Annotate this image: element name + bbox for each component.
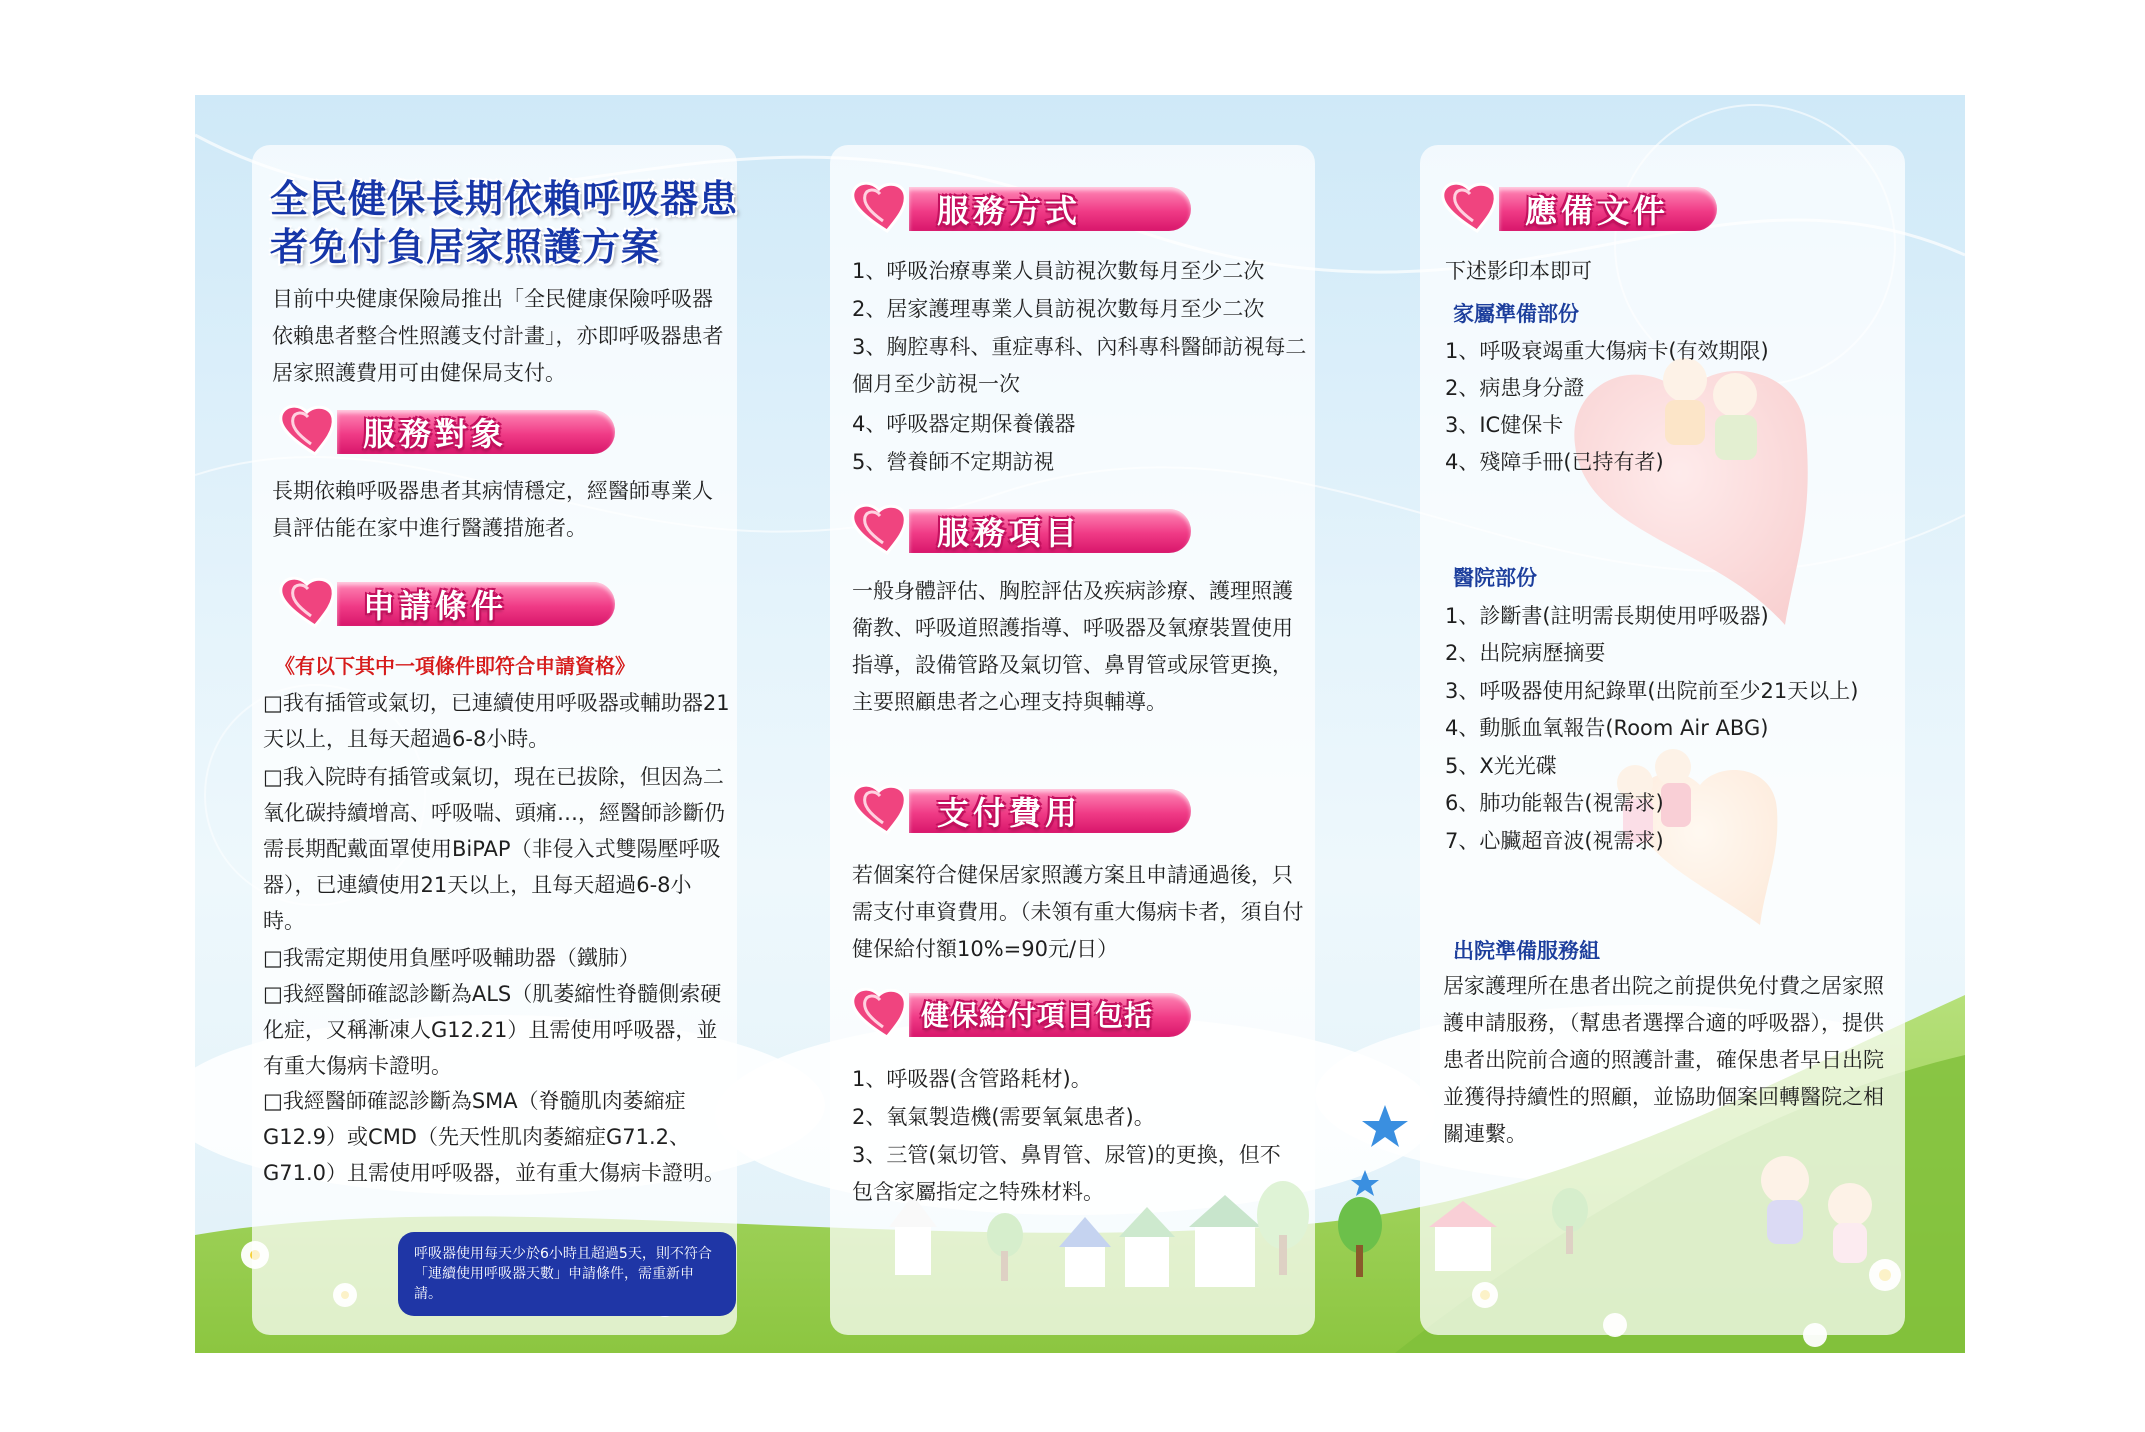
heart-icon — [847, 983, 927, 1043]
discharge-section-title: 出院準備服務組 — [1453, 939, 1600, 963]
banner-conditions — [275, 572, 615, 630]
banner-covered — [847, 983, 1187, 1041]
heart-icon — [847, 177, 927, 237]
heading-documents: 應備文件 — [1525, 192, 1670, 230]
hospital-item-6: 6、肺功能報告(視需求) — [1445, 791, 1664, 815]
intro-text: 目前中央健康保險局推出「全民健康保險呼吸器依賴患者整合性照護支付計畫」，亦即呼吸器患者居家照護費用可由健保局支付。 — [272, 287, 724, 385]
condition-item-3: □我需定期使用負壓呼吸輔助器（鐵肺） — [263, 946, 640, 970]
family-item-4: 4、殘障手冊(已持有者) — [1445, 450, 1664, 474]
condition-item-1: □我有插管或氣切，已連續使用呼吸器或輔助器21天以上，且每天超過6-8小時。 — [263, 691, 730, 751]
hospital-item-4: 4、動脈血氧報告(Room Air ABG) — [1445, 716, 1769, 740]
heading-method: 服務方式 — [937, 192, 1082, 230]
heading-covered: 健保給付項目包括 — [921, 999, 1154, 1032]
banner-target — [275, 400, 615, 458]
family-item-2: 2、病患身分證 — [1445, 376, 1585, 400]
condition-item-5: □我經醫師確認診斷為SMA（脊髓肌肉萎縮症G12.9）或CMD（先天性肌肉萎縮症G71.2、G71.0）且需使用呼吸器，並有重大傷病卡證明。 — [263, 1089, 726, 1185]
condition-item-2: □我入院時有插管或氣切，現在已拔除，但因為二氧化碳持續增高、呼吸喘、頭痛…，經醫師診斷仍需長期配戴面罩使用BiPAP（非侵入式雙陽壓呼吸器），已連續使用21天以上，且每天超過6-8小時。 — [263, 765, 725, 933]
covered-item-3: 3、三管(氣切管、鼻胃管、尿管)的更換，但不包含家屬指定之特殊材料。 — [852, 1143, 1281, 1204]
page-title: 全民健保長期依賴呼吸器患者免付負居家照護方案 — [270, 177, 739, 269]
documents-lead: 下述影印本即可 — [1445, 259, 1592, 283]
heart-icon — [275, 572, 355, 632]
condition-item-4: □我經醫師確認診斷為ALS（肌萎縮性脊髓側索硬化症，又稱漸凍人G12.21）且需使用呼吸器，並有重大傷病卡證明。 — [263, 982, 722, 1078]
hospital-section-title: 醫院部份 — [1453, 566, 1537, 590]
brochure-sheet — [195, 95, 1965, 1353]
covered-item-1: 1、呼吸器(含管路耗材)。 — [852, 1067, 1092, 1091]
services-body: 一般身體評估、胸腔評估及疾病診療、護理照護衛教、呼吸道照護指導、呼吸器及氧療裝置使用指導，設備管路及氣切管、鼻胃管或尿管更換，主要照顧患者之心理支持與輔導。 — [852, 579, 1293, 714]
hospital-item-2: 2、出院病歷摘要 — [1445, 641, 1606, 665]
heading-services: 服務項目 — [937, 514, 1082, 552]
heading-target: 服務對象 — [363, 415, 508, 453]
usage-note: 呼吸器使用每天少於6小時且超過5天，則不符合「連續使用呼吸器天數」申請條件，需重新申請。 — [398, 1232, 736, 1316]
fees-body: 若個案符合健保居家照護方案且申請通過後，只需支付車資費用。（未領有重大傷病卡者，須自付健保給付額10%=90元/日） — [852, 863, 1304, 961]
banner-services — [847, 499, 1187, 557]
method-item-1: 1、呼吸治療專業人員訪視次數每月至少二次 — [852, 259, 1265, 283]
heading-conditions: 申請條件 — [363, 587, 508, 625]
hospital-item-1: 1、診斷書(註明需長期使用呼吸器) — [1445, 604, 1769, 628]
heart-icon — [1437, 177, 1517, 237]
heading-fees: 支付費用 — [937, 794, 1082, 832]
banner-method — [847, 177, 1187, 235]
banner-documents — [1437, 177, 1777, 235]
method-item-4: 4、呼吸器定期保養儀器 — [852, 412, 1076, 436]
family-item-1: 1、呼吸衰竭重大傷病卡(有效期限) — [1445, 339, 1769, 363]
family-section-title: 家屬準備部份 — [1453, 302, 1579, 326]
family-item-3: 3、IC健保卡 — [1445, 413, 1564, 437]
heart-icon — [847, 779, 927, 839]
method-item-2: 2、居家護理專業人員訪視次數每月至少二次 — [852, 297, 1265, 321]
method-item-3: 3、胸腔專科、重症專科、內科專科醫師訪視每二個月至少訪視一次 — [852, 335, 1307, 396]
heart-icon — [275, 400, 355, 460]
covered-item-2: 2、氧氣製造機(需要氧氣患者)。 — [852, 1105, 1155, 1129]
method-item-5: 5、營養師不定期訪視 — [852, 450, 1055, 474]
hospital-item-7: 7、心臟超音波(視需求) — [1445, 829, 1664, 853]
banner-fees — [847, 779, 1187, 837]
heart-icon — [847, 499, 927, 559]
conditions-notice: 《有以下其中一項條件即符合申請資格》 — [275, 654, 635, 678]
hospital-item-5: 5、X光光碟 — [1445, 754, 1557, 778]
target-body: 長期依賴呼吸器患者其病情穩定，經醫師專業人員評估能在家中進行醫護措施者。 — [272, 479, 713, 540]
hospital-item-3: 3、呼吸器使用紀錄單(出院前至少21天以上) — [1445, 679, 1859, 703]
discharge-body: 居家護理所在患者出院之前提供免付費之居家照護申請服務，（幫患者選擇合適的呼吸器），提供患者出院前合適的照護計畫，確保患者早日出院並獲得持續性的照顧，並協助個案回轉醫院之相關連繫。 — [1443, 974, 1884, 1146]
